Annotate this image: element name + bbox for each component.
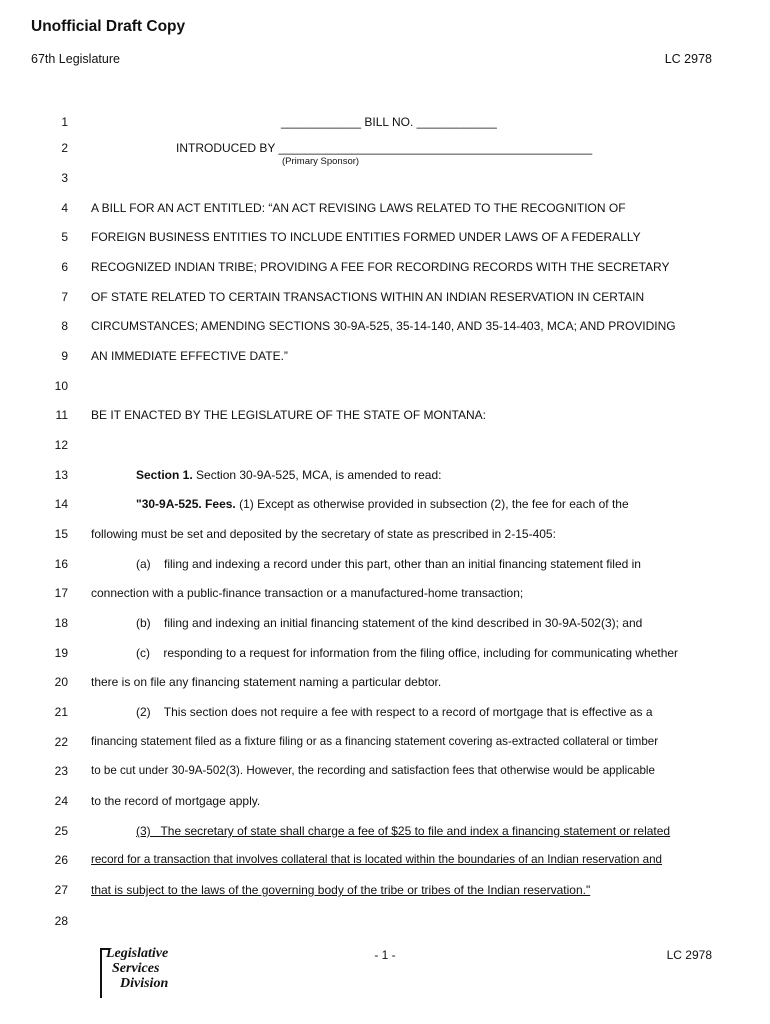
- line-27: [0, 880, 770, 900]
- line-number: 5: [61, 230, 68, 244]
- introduced-by-line: INTRODUCED BY _______________________________________________: [176, 141, 593, 155]
- line-number: 28: [54, 914, 68, 928]
- line-text: CIRCUMSTANCES; AMENDING SECTIONS 30-9A-525, 35-14-140, AND 35-14-403, MCA; AND PROVIDING: [91, 319, 676, 333]
- line-11: [0, 405, 770, 425]
- line-14: [0, 494, 770, 514]
- line-number: 3: [61, 171, 68, 185]
- line-number: 23: [54, 764, 68, 778]
- line-text: record for a transaction that involves collateral that is located within the boundaries of an Indian reservation and: [91, 853, 663, 866]
- line-text: RECOGNIZED INDIAN TRIBE; PROVIDING A FEE FOR RECORDING RECORDS WITH THE SECRETARY: [91, 260, 670, 274]
- statute-heading: "30-9A-525. Fees.: [136, 497, 236, 511]
- line-number: 26: [54, 853, 68, 867]
- line-number: 25: [54, 824, 68, 838]
- legislature-label: 67th Legislature: [31, 52, 120, 66]
- line-text: Section 1. Section 30-9A-525, MCA, is amended to read:: [136, 468, 442, 482]
- line-number: 17: [54, 586, 68, 600]
- line-number: 16: [54, 557, 68, 571]
- line-text: connection with a public-finance transaction or a manufactured-home transaction;: [91, 586, 524, 600]
- line-number: 27: [54, 883, 68, 897]
- line-text: OF STATE RELATED TO CERTAIN TRANSACTIONS WITHIN AN INDIAN RESERVATION IN CERTAIN: [91, 290, 645, 304]
- line-text: there is on file any financing statement naming a particular debtor.: [91, 675, 442, 689]
- line-number: 7: [61, 290, 68, 304]
- page-number: - 1 -: [374, 948, 396, 962]
- line-6: [0, 257, 770, 277]
- line-number: 20: [54, 675, 68, 689]
- line-18: [0, 613, 770, 633]
- line-number: 19: [54, 646, 68, 660]
- logo-word: Legislative: [106, 946, 169, 961]
- line-26: [0, 850, 770, 870]
- line-7: [0, 287, 770, 307]
- line-text: AN IMMEDIATE EFFECTIVE DATE.”: [91, 349, 288, 363]
- line-8: [0, 316, 770, 336]
- line-text: (2) This section does not require a fee with respect to a record of mortgage that is effective as a: [136, 705, 653, 719]
- line-17: [0, 583, 770, 603]
- line-22: [0, 732, 770, 752]
- line-number: 8: [61, 319, 68, 333]
- line-10: [0, 376, 770, 396]
- line-text: FOREIGN BUSINESS ENTITIES TO INCLUDE ENTITIES FORMED UNDER LAWS OF A FEDERALLY: [91, 230, 641, 244]
- line-number: 15: [54, 527, 68, 541]
- line-number: 18: [54, 616, 68, 630]
- primary-sponsor-label: (Primary Sponsor): [282, 156, 360, 167]
- line-23: [0, 761, 770, 781]
- line-number: 2: [61, 141, 68, 155]
- line-2: [0, 138, 770, 158]
- line-16: [0, 554, 770, 574]
- lc-number-footer: LC 2978: [666, 948, 712, 962]
- line-number: 22: [54, 735, 68, 749]
- line-21: [0, 702, 770, 722]
- line-12: [0, 435, 770, 455]
- line-text: financing statement filed as a fixture filing or as a financing statement covering as-extracted collateral or timber: [91, 735, 659, 748]
- line-number: 9: [61, 349, 68, 363]
- line-24: [0, 791, 770, 811]
- line-number: 12: [54, 438, 68, 452]
- line-15: [0, 524, 770, 544]
- logo-word: Services: [112, 961, 160, 976]
- line-text: following must be set and deposited by the secretary of state as prescribed in 2-15-405:: [91, 527, 556, 541]
- line-28: [0, 911, 770, 931]
- line-number: 13: [54, 468, 68, 482]
- line-19: [0, 643, 770, 663]
- document-title: Unofficial Draft Copy: [31, 18, 186, 35]
- line-25: [0, 821, 770, 841]
- line-number: 10: [54, 379, 68, 393]
- line-text: BE IT ENACTED BY THE LEGISLATURE OF THE STATE OF MONTANA:: [91, 408, 486, 422]
- line-number: 1: [61, 115, 68, 129]
- line-text: (b) filing and indexing an initial financing statement of the kind described in 30-9A-502(3); and: [136, 616, 643, 630]
- section-heading: Section 1.: [136, 468, 193, 482]
- line-text: (c) responding to a request for information from the filing office, including for communicating whether: [136, 646, 679, 660]
- line-text: that is subject to the laws of the governing body of the tribe or tribes of the Indian reservation.": [91, 883, 591, 897]
- line-text: "30-9A-525. Fees. (1) Except as otherwise provided in subsection (2), the fee for each of the: [136, 497, 629, 511]
- line-9: [0, 346, 770, 366]
- line-text: (a) filing and indexing a record under this part, other than an initial financing statement filed in: [136, 557, 641, 571]
- line-20: [0, 672, 770, 692]
- bill-number-line: ____________ BILL NO. ____________: [281, 115, 497, 129]
- lc-number-header: LC 2978: [664, 52, 712, 66]
- line-number: 14: [54, 497, 68, 511]
- line-4: [0, 198, 770, 218]
- logo-word: Division: [120, 976, 169, 991]
- line-text: to be cut under 30-9A-502(3). However, the recording and satisfaction fees that otherwise would be applicable: [91, 764, 655, 777]
- line-text: A BILL FOR AN ACT ENTITLED: “AN ACT REVISING LAWS RELATED TO THE RECOGNITION OF: [91, 201, 626, 215]
- line-3: [0, 168, 770, 188]
- line-text: to the record of mortgage apply.: [91, 794, 261, 808]
- line-number: 11: [55, 408, 68, 422]
- line-5: [0, 227, 770, 247]
- line-number: 24: [54, 794, 68, 808]
- line-13: [0, 465, 770, 485]
- line-number: 4: [61, 201, 68, 215]
- line-number: 6: [61, 260, 68, 274]
- line-number: 21: [54, 705, 68, 719]
- line-1: [0, 112, 770, 132]
- line-text: (3) The secretary of state shall charge a fee of $25 to file and index a financing statement or related: [136, 824, 671, 838]
